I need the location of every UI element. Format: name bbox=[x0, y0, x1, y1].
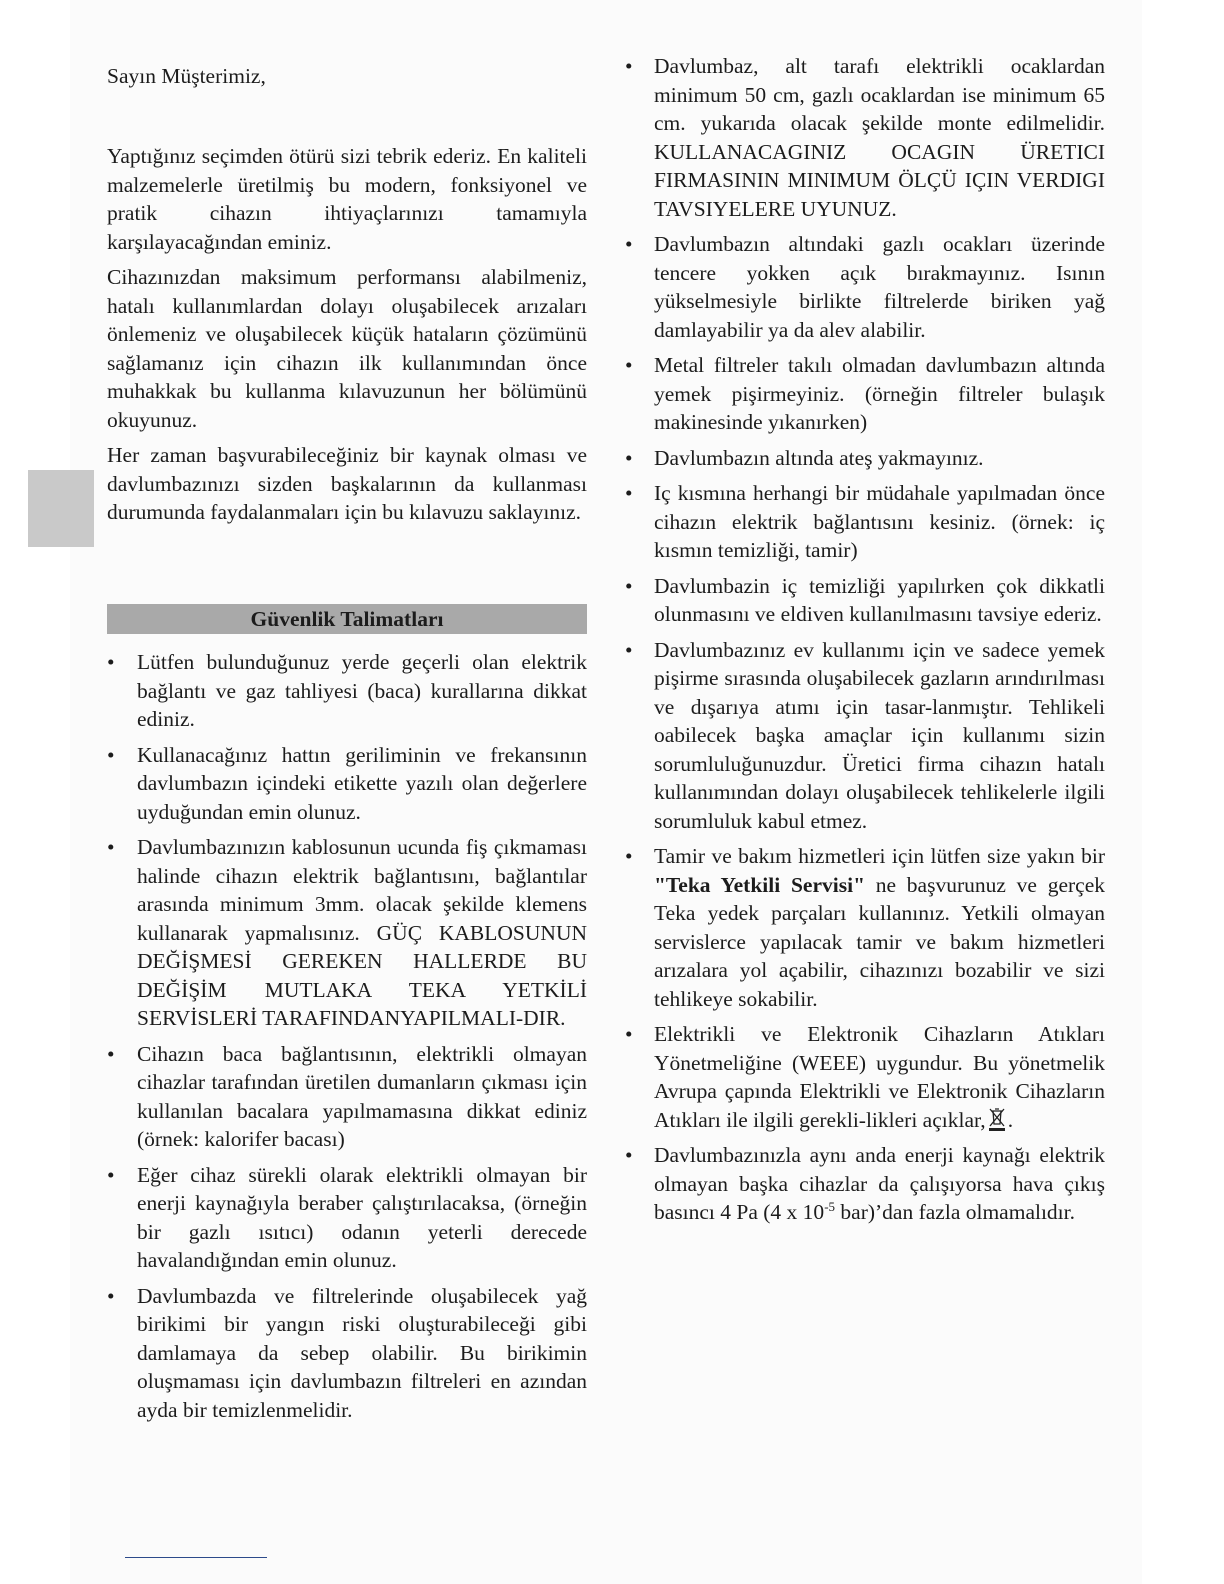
bullet: • bbox=[625, 232, 633, 256]
service-name: "Teka Yetkili Servisi" bbox=[654, 872, 866, 897]
list-item: • Lütfen bulunduğunuz yerde geçerli olan elektrik bağlantı ve gaz tahliyesi (baca) kurallarına dikkat ediniz. bbox=[107, 650, 587, 731]
bullet: • bbox=[625, 353, 633, 377]
list-item: • Davlumbazınızla aynı anda enerji kaynağı elektrik olmayan başka cihazlar da çalışıyorsa hava çıkış basıncı 4 Pa (4 x $10^{-5}$ bar)’dan fazla olmamalıdır. bbox=[625, 1143, 1105, 1224]
list-item: • Iç kısmına herhangi bir müdahale yapılmadan önce cihazın elektrik bağlantısını kesiniz. (örnek: iç kısmın temizliği, tamir) bbox=[625, 481, 1105, 562]
crossed-bin-icon bbox=[986, 1107, 1008, 1133]
bullet: • bbox=[107, 835, 115, 859]
bullet: • bbox=[625, 54, 633, 78]
list-item: • Davlumbazın altında ateş yakmayınız. bbox=[625, 444, 1105, 473]
bullet: • bbox=[625, 844, 633, 868]
section-heading: Güvenlik Talimatları bbox=[107, 604, 587, 634]
list-item: • Davlumbazda ve filtrelerinde oluşabilecek yağ birikimi bir yangın riski oluşturabileceği gibi damlamaya da sebep olabilir. Bu birikimin oluşmaması için davlumbazın filtreleri en azından ayda bir temizlenmelidir. bbox=[107, 1283, 587, 1422]
bullet: • bbox=[625, 445, 633, 470]
list-item: • Davlumbazin iç temizliği yapılırken çok dikkatli olunmasını ve eldiven kullanılmasını tavsiye ederiz. bbox=[625, 573, 1105, 626]
bullet: • bbox=[107, 742, 115, 767]
list-item: • Tamir ve bakım hizmetleri için lütfen size yakın bir "Teka Yetkili Servisi" ne başvurunuz ve gerçek Teka yedek parçaları kullanınız. Yetkili olmayan servislerce yapılacak tamir ve bakım hizmetleri arızalara yol açabilir, cihazınızı bozabilir ve sizi tehlikeye sokabilir. bbox=[625, 844, 1105, 1011]
bullet: • bbox=[107, 1283, 115, 1308]
bullet: • bbox=[625, 637, 633, 662]
intro-paragraph: Her zaman başvurabileceğiniz bir kaynak olması ve davlumbazınızı sizden başkalarının da kullanması durumunda faydalanmaları için bu kılavuzu saklayınız. bbox=[107, 443, 587, 524]
side-tab-marker bbox=[28, 470, 94, 547]
intro-paragraph: Cihazınızdan maksimum performansı alabilmeniz, hatalı kullanımlardan dolayı oluşabilecek arızaları önlemeniz ve oluşabilecek küçük hataların çözümünü sağlamanız için cihazın ilk kullanımından önce muhakkak bu kullanma kılavuzunun her bölümünü okuyunuz. bbox=[107, 265, 587, 432]
safety-list-right bbox=[625, 52, 1105, 1234]
list-item: • Metal filtreler takılı olmadan davlumbazın altında yemek pişirmeyiniz. (örneğin filtreler bulaşık makinesinde yıkanırken) bbox=[625, 353, 1105, 434]
greeting: Sayın Müşterimiz, bbox=[107, 64, 266, 88]
bullet: • bbox=[107, 650, 115, 674]
bullet: • bbox=[625, 573, 633, 598]
bullet: • bbox=[107, 1041, 115, 1066]
safety-list-left bbox=[107, 648, 587, 1431]
intro-text bbox=[107, 142, 587, 534]
intro-paragraph: Yaptığınız seçimden ötürü sizi tebrik ederiz. En kaliteli malzemelerle üretilmiş bu modern, fonksiyonel ve pratik cihazın ihtiyaçlarınızı tamamıyla karşılayacağından eminiz. bbox=[107, 144, 587, 254]
bullet: • bbox=[625, 481, 633, 505]
list-item: • Elektrikli ve Elektronik Cihazların Atıkları Yönetmeliğine (WEEE) uygundur. Bu yönetmelik Avrupa çapında Elektrikli ve Elektronik Cihazların Atıkları ile ilgili gerekli-likleri açıklar, . bbox=[625, 1022, 1105, 1132]
list-item: • Kullanacağınız hattın geriliminin ve frekansının davlumbazın içindeki etikette yazılı olan değerlere uyduğundan emin olunuz. bbox=[107, 742, 587, 824]
list-item: • Davlumbazınızın kablosunun ucunda fiş çıkmaması halinde cihazın elektrik bağlantısını, bağlantılar arasında minimum 3mm. olacak şekilde klemens kullanarak yapmalısınız. GÜÇ KABLOSUNUN DEĞİŞMESİ GEREKEN HALLERDE BU DEĞİŞİM MUTLAKA TEKA YETKİLİ SERVİSLERİ TARAFINDANYAPILMALI-DIR. bbox=[107, 835, 587, 1030]
list-item: • Eğer cihaz sürekli olarak elektrikli olmayan bir enerji kaynağıyla beraber çalıştırılacaksa, (örneğin bir gazlı ısıtıcı) odanın yeterli derecede havalandığından emin olunuz. bbox=[107, 1162, 587, 1272]
footer-rule bbox=[125, 1557, 267, 1558]
list-item: • Cihazın baca bağlantısının, elektrikli olmayan cihazlar tarafından üretilen dumanların çıkması için kullanılan bacalara yapılmamasına dikkat ediniz (örnek: kalorifer bacası) bbox=[107, 1041, 587, 1151]
list-item: • Davlumbazın altındaki gazlı ocakları üzerinde tencere yokken açık bırakmayınız. Isının yükselmesiyle birlikte filtrelerde biriken yağ damlayabilir ya da alev alabilir. bbox=[625, 232, 1105, 342]
bullet: • bbox=[625, 1022, 633, 1046]
list-item: • Davlumbaz, alt tarafı elektrikli ocaklardan minimum 50 cm, gazlı ocaklardan ise minimum 65 cm. yukarıda olacak şekilde monte edilmelidir. KULLANACAGINIZ OCAGIN ÜRETICI FIRMASININ MINIMUM ÖLÇÜ IÇIN VERDIGI TAVSIYELERE UYUNUZ. bbox=[625, 54, 1105, 221]
bullet: • bbox=[107, 1162, 115, 1187]
bullet: • bbox=[625, 1143, 633, 1167]
list-item: • Davlumbazınız ev kullanımı için ve sadece yemek pişirme sırasında oluşabilecek gazların arındırılması ve dışarıya atımı için tasar-lanmıştır. Tehlikeli oabilecek başka amaçlar için kullanımı sizin sorumluluğunuzdur. Üretici firma cihazın hatalı kullanımından dolayı oluşabilecek tehlikelerle ilgili sorumluluk kabul etmez. bbox=[625, 637, 1105, 833]
